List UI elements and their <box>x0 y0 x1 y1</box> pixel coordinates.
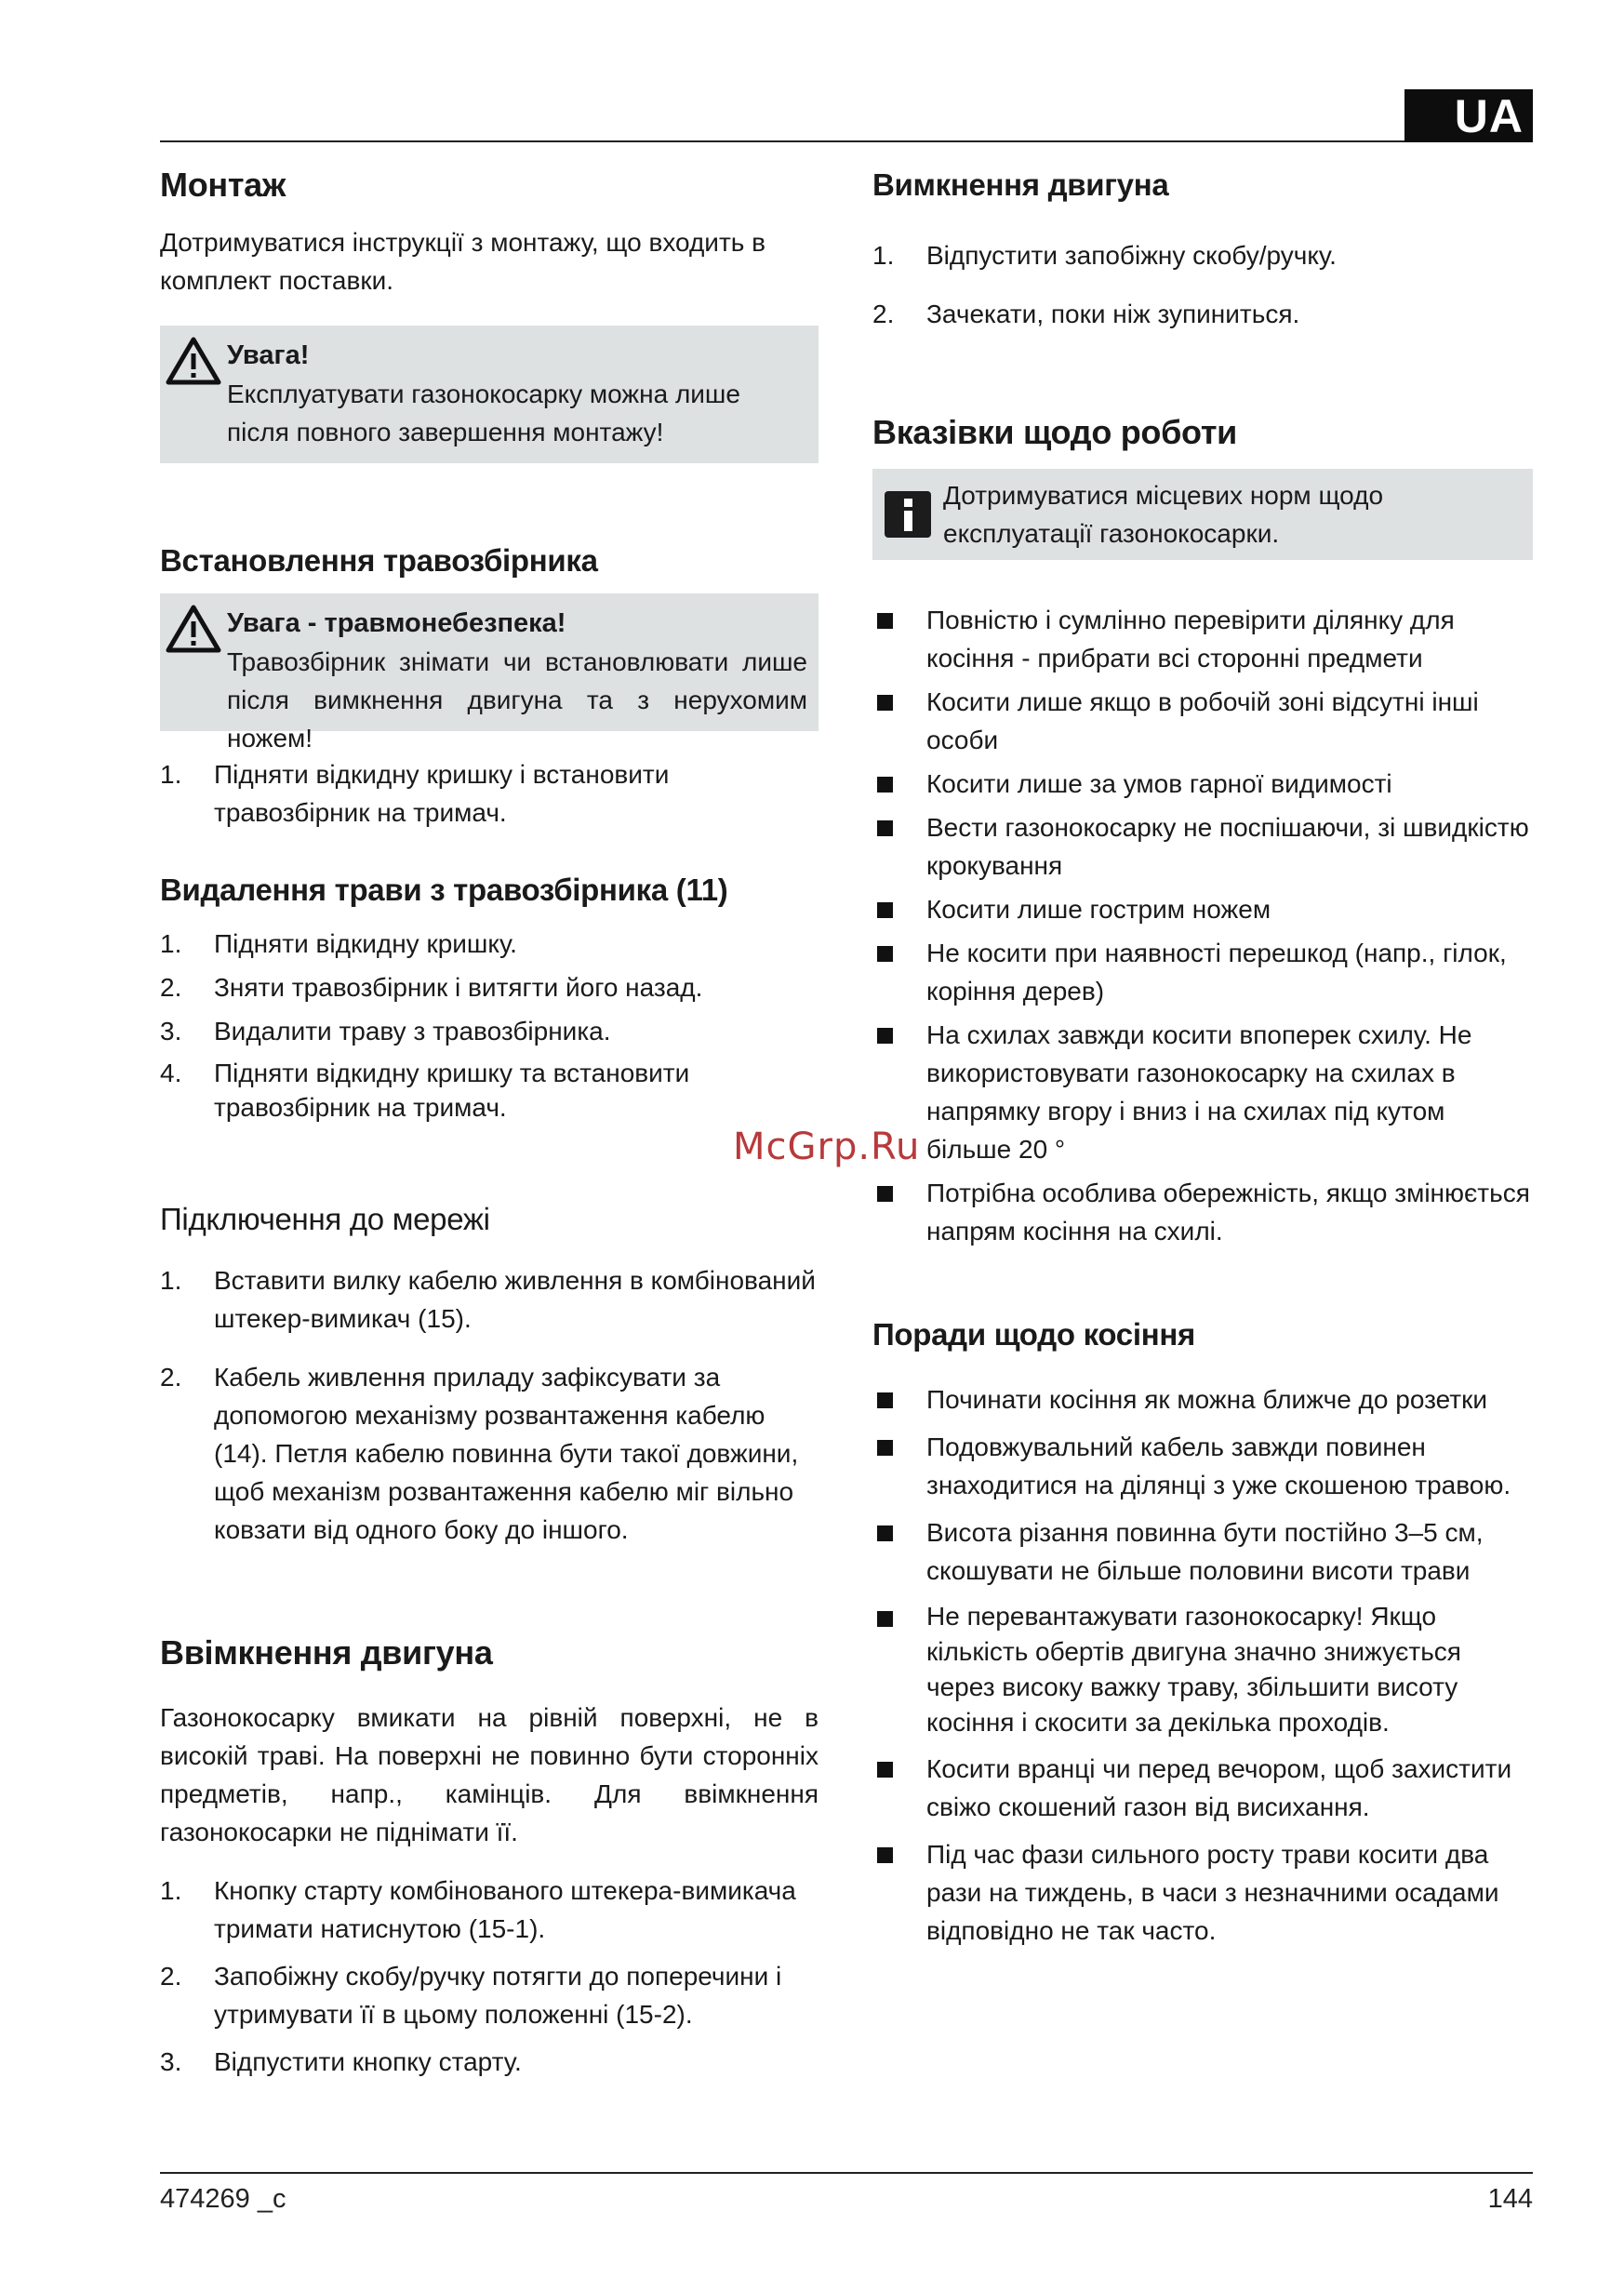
list-item: Подовжувальний кабель завжди повинен знаходитися на ділянці з уже скошеною травою. <box>872 1428 1533 1504</box>
section-title-mowing-tips: Поради щодо косіння <box>872 1317 1195 1352</box>
list-item: 1. Кнопку старту комбінованого штекера-вимикача тримати натиснутою (15-1). <box>160 1876 796 1943</box>
section-title-work-tips: Вказівки щодо роботи <box>872 413 1237 451</box>
engine-on-steps <box>160 1872 819 2081</box>
warning-triangle-icon <box>166 605 221 653</box>
list-item: Косити вранці чи перед вечором, щоб захистити свіжо скошений газон від висихання. <box>872 1750 1533 1826</box>
engine-off-steps <box>872 236 1533 333</box>
list-item: Починати косіння як можна ближче до розетки <box>872 1380 1533 1419</box>
section-title-engine-off: Вимкнення двигуна <box>872 167 1169 202</box>
footer-doc-id: 474269 _c <box>160 2184 286 2214</box>
list-item: Косити лише якщо в робочій зоні відсутні інші особи <box>872 683 1533 759</box>
mowing-tips-list <box>872 1380 1533 1950</box>
section-text: Газонокосарку вмикати на рівній поверхні, не в високій траві. На поверхні не повинно бути сторонніх предметів, напр., камінців. Для ввімкнення газонокосарки не піднімати її. <box>160 1703 819 1846</box>
list-item: 1. Відпустити запобіжну скобу/ручку. <box>872 241 1337 270</box>
list-item: Не перевантажувати газонокосарку! Якщо кількість обертів двигуна значно знижується через високу важку траву, збільшити висоту косіння і скосити за декілька проходів. <box>872 1599 1533 1740</box>
list-item: 2. Зачекати, поки ніж зупиниться. <box>872 300 1300 328</box>
section-title-engine-on: Ввімкнення двигуна <box>160 1633 493 1672</box>
bottom-rule <box>160 2172 1533 2174</box>
work-tips-list <box>872 601 1533 1250</box>
list-item: 1. Підняти відкидну кришку. <box>160 929 517 958</box>
list-item: 3. Видалити траву з травозбірника. <box>160 1017 611 1046</box>
list-item: 1. Підняти відкидну кришку і встановити травозбірник на тримач. <box>160 760 670 827</box>
list-item: Косити лише за умов гарної видимості <box>872 765 1533 803</box>
list-item: Під час фази сильного росту трави косити два рази на тиждень, в часи з незначними осадами відповідно не так часто. <box>872 1835 1533 1950</box>
section-title: Монтаж <box>160 166 286 204</box>
remove-grass-steps <box>160 925 819 1125</box>
info-text: Дотримуватися місцевих норм щодо експлуатації газонокосарки. <box>943 481 1384 548</box>
list-item: Потрібна особлива обережність, якщо змінюється напрям косіння на схилі. <box>872 1174 1533 1250</box>
list-item: 2. Зняти травозбірник і витягти його назад. <box>160 973 703 1002</box>
warning-title: Увага! <box>227 340 310 370</box>
language-tab: UA <box>1404 89 1533 142</box>
section-title-mains: Підключення до мережі <box>160 1202 490 1236</box>
section-title-install-catcher: Встановлення травозбірника <box>160 543 598 578</box>
list-item: 2. Кабель живлення приладу зафіксувати за допомогою механізму розвантаження кабелю (14). Петля кабелю повинна бути такої довжини, щоб механізм розвантаження кабелю міг вільно ковзати від одного боку до іншого. <box>160 1363 799 1544</box>
list-item: Висота різання повинна бути постійно 3–5 см, скошувати не більше половини висоти трави <box>872 1513 1533 1590</box>
mains-steps <box>160 1261 819 1549</box>
list-item: 3. Відпустити кнопку старту. <box>160 2047 522 2076</box>
warning-title: Увага - травмонебезпека! <box>227 608 566 638</box>
info-icon <box>885 491 931 538</box>
info-box <box>872 469 1533 560</box>
footer-page-number: 144 <box>1487 2184 1533 2214</box>
list-item: 4. Підняти відкидну кришку та встановити травозбірник на тримач. <box>160 1059 690 1122</box>
list-item: 2. Запобіжну скобу/ручку потягти до поперечини і утримувати її в цьому положенні (15-2). <box>160 1962 782 2029</box>
list-item: Не косити при наявності перешкод (напр., гілок, коріння дерев) <box>872 934 1533 1010</box>
install-steps <box>160 755 819 832</box>
section-text: Дотримуватися інструкції з монтажу, що входить в комплект поставки. <box>160 228 766 295</box>
list-item: На схилах завжди косити впоперек схилу. Не використовувати газонокосарку на схилах в напрямку вгору і вниз і на схилах під кутом більше 20 ° <box>872 1016 1533 1168</box>
warning-triangle-icon <box>166 337 221 385</box>
list-item: 1. Вставити вилку кабелю живлення в комбінований штекер-вимикач (15). <box>160 1266 816 1333</box>
warning-text: Експлуатувати газонокосарку можна лише після повного завершення монтажу! <box>227 380 740 446</box>
section-title-remove-grass: Видалення трави з травозбірника (11) <box>160 873 728 907</box>
list-item: Косити лише гострим ножем <box>872 890 1533 928</box>
warning-text: Травозбірник знімати чи встановлювати лише після вимкнення двигуна та з нерухомим ножем! <box>227 647 807 753</box>
list-item: Повністю і сумлінно перевірити ділянку для косіння - прибрати всі сторонні предмети <box>872 601 1533 677</box>
watermark: McGrp.Ru <box>733 1126 921 1168</box>
top-rule <box>160 140 1404 142</box>
list-item: Вести газонокосарку не поспішаючи, зі швидкістю крокування <box>872 808 1533 885</box>
section-montazh <box>160 166 819 205</box>
warning-box-injury <box>160 593 819 753</box>
warning-box <box>160 326 819 463</box>
